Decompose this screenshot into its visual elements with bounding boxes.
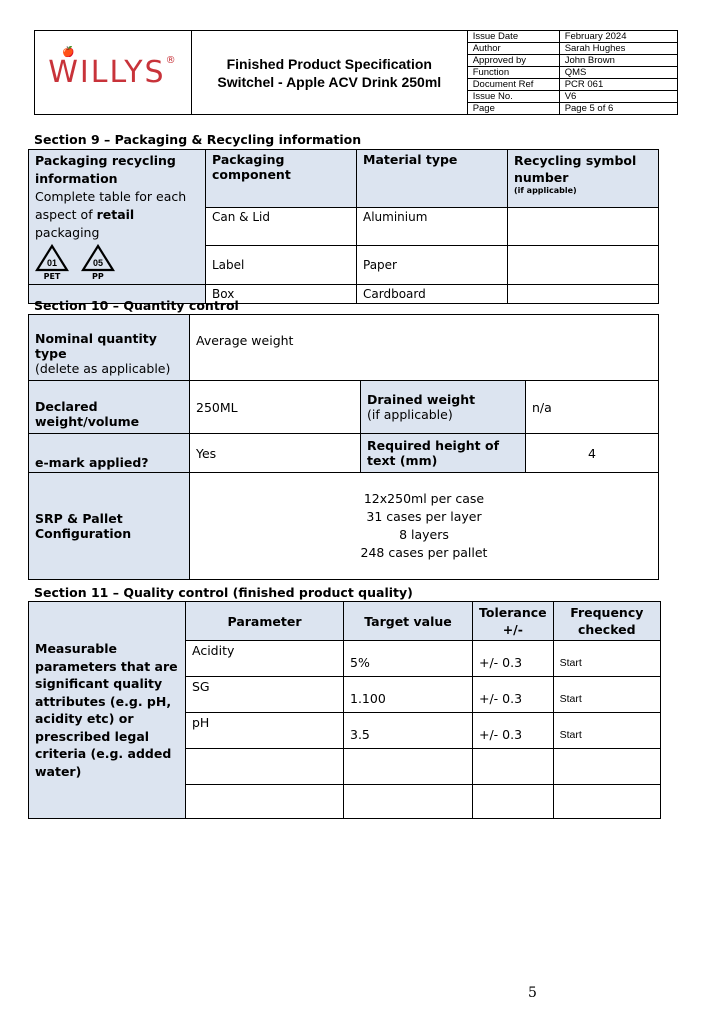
declared-label: Declared weight/volume: [29, 381, 190, 434]
emark-value: Yes: [190, 434, 361, 473]
section9-title: Section 9 – Packaging & Recycling information: [34, 132, 362, 147]
row-material: Aluminium: [357, 208, 508, 246]
srp-line: 248 cases per pallet: [360, 545, 488, 560]
logo-cell: [35, 31, 192, 115]
param-name: Acidity: [186, 641, 344, 677]
row-symbol: [508, 208, 659, 246]
meta-value: PCR 061: [559, 79, 677, 91]
param-target: [344, 785, 473, 819]
nominal-label: Nominal quantity type: [35, 331, 157, 361]
doc-title-line2: Switchel - Apple ACV Drink 250ml: [217, 73, 442, 90]
quality-label: Measurable parameters that are significant quality attributes (e.g. pH, acidity etc) or prescribed legal criteria (e.g. added water): [29, 602, 186, 819]
param-target: 3.5: [344, 713, 473, 749]
param-target: [344, 749, 473, 785]
param-tolerance: +/- 0.3: [473, 713, 554, 749]
meta-value: John Brown: [559, 55, 677, 67]
emark-label: e-mark applied?: [29, 434, 190, 473]
param-name: pH: [186, 713, 344, 749]
pet-num: 01: [46, 258, 58, 268]
pp-num: 05: [92, 258, 103, 268]
meta-cell: [467, 31, 677, 115]
meta-value: QMS: [559, 67, 677, 79]
nominal-note: (delete as applicable): [35, 361, 171, 376]
col-target: Target value: [344, 602, 473, 641]
section10-title: Section 10 – Quantity control: [34, 298, 239, 313]
height-label: Required height of text (mm): [361, 434, 526, 473]
packaging-table: [28, 149, 659, 304]
apple-icon: 🍎: [62, 47, 77, 58]
meta-label: Author: [468, 43, 560, 55]
param-target: 1.100: [344, 677, 473, 713]
nominal-value: Average weight: [190, 315, 659, 381]
param-name: [186, 785, 344, 819]
param-name: [186, 749, 344, 785]
row-component: Box: [206, 285, 357, 304]
drained-label: Drained weight: [367, 392, 476, 407]
row-material: Cardboard: [357, 285, 508, 304]
nominal-label-cell: [29, 315, 190, 381]
srp-line: 31 cases per layer: [366, 509, 482, 524]
col-symbol-note: (if applicable): [514, 186, 577, 195]
meta-label: Function: [468, 67, 560, 79]
param-frequency: Start: [553, 713, 660, 749]
param-name: SG: [186, 677, 344, 713]
header-table: [34, 30, 678, 115]
drained-value: n/a: [526, 381, 659, 434]
willys-logo: 🍎 WILLYS®: [48, 47, 178, 90]
param-tolerance: [473, 785, 554, 819]
param-tolerance: +/- 0.3: [473, 641, 554, 677]
srp-label: SRP & Pallet Configuration: [29, 473, 190, 580]
meta-label: Page: [468, 103, 560, 115]
param-frequency: Start: [553, 641, 660, 677]
meta-label: Issue No.: [468, 91, 560, 103]
packaging-label-note: Complete table for each aspect of retail packaging: [35, 189, 187, 240]
page-number: 5: [528, 985, 537, 1001]
recycle-pp-icon: [81, 244, 115, 281]
meta-value: February 2024: [559, 31, 677, 43]
doc-title-line1: Finished Product Specification: [226, 55, 432, 72]
srp-line: 8 layers: [399, 527, 449, 542]
declared-value: 250ML: [190, 381, 361, 434]
recycle-pet-icon: [35, 244, 69, 281]
row-symbol: [508, 246, 659, 285]
param-tolerance: [473, 749, 554, 785]
packaging-label-cell: [29, 150, 206, 285]
row-component: Label: [206, 246, 357, 285]
param-target: 5%: [344, 641, 473, 677]
quantity-table: [28, 314, 659, 580]
row-symbol: [508, 285, 659, 304]
meta-label: Approved by: [468, 55, 560, 67]
packaging-label-title: Packaging recycling information: [35, 153, 176, 186]
meta-value: Page 5 of 6: [559, 103, 677, 115]
meta-value: V6: [559, 91, 677, 103]
meta-label: Issue Date: [468, 31, 560, 43]
pet-code: PET: [43, 272, 61, 281]
logo-text: WILLYS: [48, 55, 166, 90]
quality-table: [28, 601, 661, 819]
pp-code: PP: [91, 272, 104, 281]
param-frequency: [553, 785, 660, 819]
row-material: Paper: [357, 246, 508, 285]
row-component: Can & Lid: [206, 208, 357, 246]
section11-title: Section 11 – Quality control (finished product quality): [34, 585, 413, 600]
col-component: Packaging component: [206, 150, 357, 208]
param-frequency: Start: [553, 677, 660, 713]
col-frequency: Frequency checked: [553, 602, 660, 641]
meta-value: Sarah Hughes: [559, 43, 677, 55]
col-material: Material type: [357, 150, 508, 208]
title-cell: [191, 31, 467, 115]
drained-label-cell: [361, 381, 526, 434]
param-tolerance: +/- 0.3: [473, 677, 554, 713]
col-parameter: Parameter: [186, 602, 344, 641]
drained-note: (if applicable): [367, 407, 453, 422]
recycling-symbols: [35, 244, 199, 282]
srp-value: [190, 473, 659, 580]
param-frequency: [553, 749, 660, 785]
col-symbol-label: Recycling symbol number: [514, 153, 637, 185]
meta-label: Document Ref: [468, 79, 560, 91]
col-symbol: [508, 150, 659, 208]
srp-line: 12x250ml per case: [363, 491, 485, 506]
col-tolerance: Tolerance +/-: [473, 602, 554, 641]
meta-table: [468, 31, 677, 114]
height-value: 4: [526, 434, 659, 473]
